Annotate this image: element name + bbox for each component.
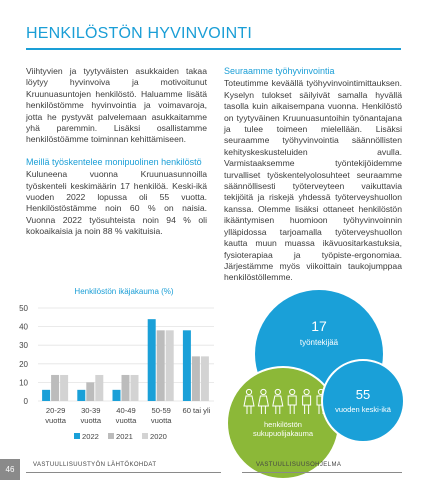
footer-divider-right xyxy=(242,472,402,473)
wellbeing-heading: Seuraamme työhyvinvointia xyxy=(224,66,335,76)
x-tick-label: vuotta xyxy=(115,416,137,425)
x-tick-label: vuotta xyxy=(150,416,172,425)
wellbeing-paragraph: Toteutimme keväällä työhyvinvointimittauksen. Kyselyn tulokset säilyivät samalla hyvällä tasolla kuin aikaisempana vuonna. Henkilöstö on tyytyväinen Kruunuasuntoihin työnantajana ja tulee toimeen mielellään. Lisäksi seuraamme työhyvinvointia säännöllisten kehityskeskusteluiden avulla. Varmistaaksemme työntekijöidemme turvalliset työskentelyolosuhteet seuraamme säännöllisesti työterveyteen vaikuttavia tekijöitä ja riskejä yhdessä työterveyshuollon kanssa. Olemme lisäksi ottaneet henkilöstön ikääntymisen huomioon työhyvinvoinnin ylläpidossa tarjoamalla työterveyshuollon kautta muun muassa ikävuositarkastuksia, fysioterapiaa ja työpiste-ergonomiaa. Järjestämme myös viikoittain taukojumppaa henkilöstöllemme. xyxy=(224,78,402,283)
footer-right-label: VASTUULLISUUSOHJELMA xyxy=(256,462,342,468)
age-distribution-chart xyxy=(0,298,224,450)
y-tick-label: 10 xyxy=(19,378,28,388)
y-tick-label: 40 xyxy=(19,322,28,332)
intro-paragraph: Viihtyvien ja tyytyväisten asukkaiden takaa löytyy hyvinvoiva ja motivoitunut Kruunuasuntojen henkilöstö. Haluamme lisätä henkilöstömme hyvinvointia ja voimavaroja, jotta he pystyvät palvelemaan asukkaitamme yhä paremmin. Lisäksi osallistamme henkilöstöämme toiminnan kehittämiseen. xyxy=(26,66,207,145)
bar-2020 xyxy=(166,330,174,401)
staff-heading: Meillä työskentelee monipuolinen henkilöstö xyxy=(26,156,202,167)
age-value: 55 xyxy=(355,387,371,402)
footer-divider-left xyxy=(26,472,221,473)
page-title: HENKILÖSTÖN HYVINVOINTI xyxy=(26,25,252,42)
y-tick-label: 20 xyxy=(19,359,28,369)
bar-2022 xyxy=(183,330,191,401)
bar-2021 xyxy=(157,330,165,401)
chart-title: Henkilöstön ikäjakauma (%) xyxy=(74,287,174,296)
gender-label: henkilöstön sukupuolijakauma xyxy=(252,420,314,438)
footer-left-label: VASTUULLISUUSTYÖN LÄHTÖKOHDAT xyxy=(33,462,157,468)
bar-2020 xyxy=(131,375,139,401)
legend-swatch-2022 xyxy=(74,433,80,439)
employees-label: työntekijää xyxy=(299,338,339,347)
bar-2022 xyxy=(42,390,50,401)
bar-2020 xyxy=(60,375,68,401)
y-tick-label: 0 xyxy=(23,397,28,406)
bar-2022 xyxy=(113,390,121,401)
x-tick-label: 30-39 xyxy=(81,406,101,415)
staff-paragraph: Kuluneena vuonna Kruunuasunnoilla työskenteli keskimäärin 17 henkilöä. Keski-ikä vuoden 2022 lopussa oli 55 vuotta. Henkilöstöstämme noin 60 % on naisia. Vuonna 2022 työsuhteista noin 94 % oli kokoaikaisia ja noin 88 % vakituisia. xyxy=(26,169,207,237)
x-tick-label: 50-59 xyxy=(151,406,171,415)
employees-count: 17 xyxy=(311,318,327,334)
woman-icon xyxy=(273,389,283,414)
bar-2021 xyxy=(122,375,130,401)
right-column xyxy=(224,66,402,295)
age-label: vuoden keski-ikä xyxy=(335,405,391,414)
x-tick-label: vuotta xyxy=(45,416,66,425)
x-tick-label: 20-29 xyxy=(45,406,66,415)
woman-icon xyxy=(244,389,254,414)
age-circle xyxy=(321,359,405,443)
legend-label-2021: 2021 xyxy=(116,432,133,441)
legend-label-2020: 2020 xyxy=(150,432,167,441)
bar-2022 xyxy=(148,319,156,401)
man-icon xyxy=(303,389,311,414)
x-tick-label: vuotta xyxy=(80,416,102,425)
bar-2022 xyxy=(77,390,85,401)
woman-icon xyxy=(258,389,268,414)
legend-swatch-2020 xyxy=(142,433,148,439)
bar-2020 xyxy=(201,356,209,401)
x-tick-label: 60 tai yli xyxy=(182,406,211,415)
bar-2021 xyxy=(192,356,200,401)
bar-2021 xyxy=(86,382,94,401)
people-icons xyxy=(242,388,328,416)
x-tick-label: 40-49 xyxy=(116,406,136,415)
y-tick-label: 50 xyxy=(19,304,28,313)
man-icon xyxy=(288,389,296,414)
legend-label-2022: 2022 xyxy=(82,432,99,441)
bar-2021 xyxy=(51,375,59,401)
left-column xyxy=(26,66,207,249)
page-number: 46 xyxy=(0,459,20,480)
y-tick-label: 30 xyxy=(19,341,28,351)
title-bar xyxy=(26,22,401,50)
legend-swatch-2021 xyxy=(108,433,114,439)
bar-2020 xyxy=(95,375,103,401)
